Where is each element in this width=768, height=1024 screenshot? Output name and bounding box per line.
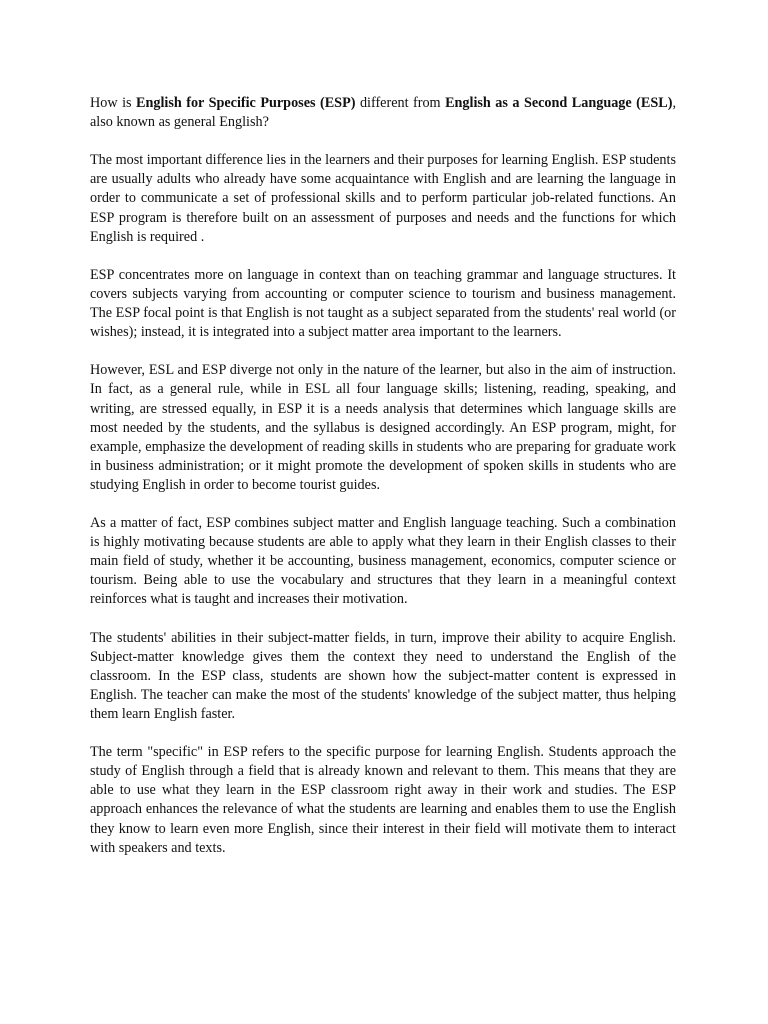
paragraph-aim-of-instruction: However, ESL and ESP diverge not only in the nature of the learner, but also in the aim of instruction. In fact, as a general rule, while in ESL all four language skills; listening, reading, speaking, and writing, are stressed equally, in ESP it is a needs analysis that determines which language skills are most needed by the students, and the syllabus is designed accordingly. An ESP program, might, for example, emphasize the development of reading skills in students who are preparing for graduate work in business administration; or it might promote the development of spoken skills in students who are studying English in order to become tourist guides. — [90, 362, 676, 493]
question-text-2: different from — [355, 95, 446, 111]
paragraph-language-in-context: ESP concentrates more on language in context than on teaching grammar and language structures. It covers subjects varying from accounting or computer science to tourism and business management. The ESP focal point is that English is not taught as a subject separated from the students' real world (or wishes); instead, it is integrated into a subject matter area important to the learners. — [90, 266, 676, 341]
paragraph-subject-matter: As a matter of fact, ESP combines subject matter and English language teaching. Such a combination is highly motivating because students are able to apply what they learn in their English classes to their main field of study, whether it be accounting, business management, economics, computer science or tourism. Being able to use the vocabulary and structures that they learn in a meaningful context reinforces what is taught and increases their motivation. — [90, 515, 676, 608]
paragraph-term-specific: The term "specific" in ESP refers to the specific purpose for learning English. Students approach the study of English through a field that is already known and relevant to them. This means that they are able to use what they learn in the ESP classroom right away in their work and studies. The ESP approach enhances the relevance of what the students are learning and enables them to use the English they know to learn even more English, since their interest in their field will motivate them to interact with speakers and texts. — [90, 744, 676, 856]
paragraph-abilities: The students' abilities in their subject-matter fields, in turn, improve their ability to acquire English. Subject-matter knowledge gives them the context they need to understand the English of the classroom. In the ESP class, students are shown how the subject-matter content is expressed in English. The teacher can make the most of the students' knowledge of the subject matter, thus helping them learn English faster. — [90, 629, 676, 722]
question-term-esp: English for Specific Purposes (ESP) — [136, 95, 356, 111]
question-text-1: How is — [90, 95, 137, 111]
question-term-esl: English as a Second Language (ESL) — [445, 95, 673, 111]
document-body — [90, 94, 676, 877]
question-text-3: , also known as general English? — [90, 95, 676, 131]
question-heading — [90, 94, 676, 132]
paragraph-learners: The most important difference lies in the learners and their purposes for learning English. ESP students are usually adults who already have some acquaintance with English and are learning the language in order to communicate a set of professional skills and to perform particular job-related functions. An ESP program is therefore built on an assessment of purposes and needs and the functions for which English is required . — [90, 152, 676, 245]
